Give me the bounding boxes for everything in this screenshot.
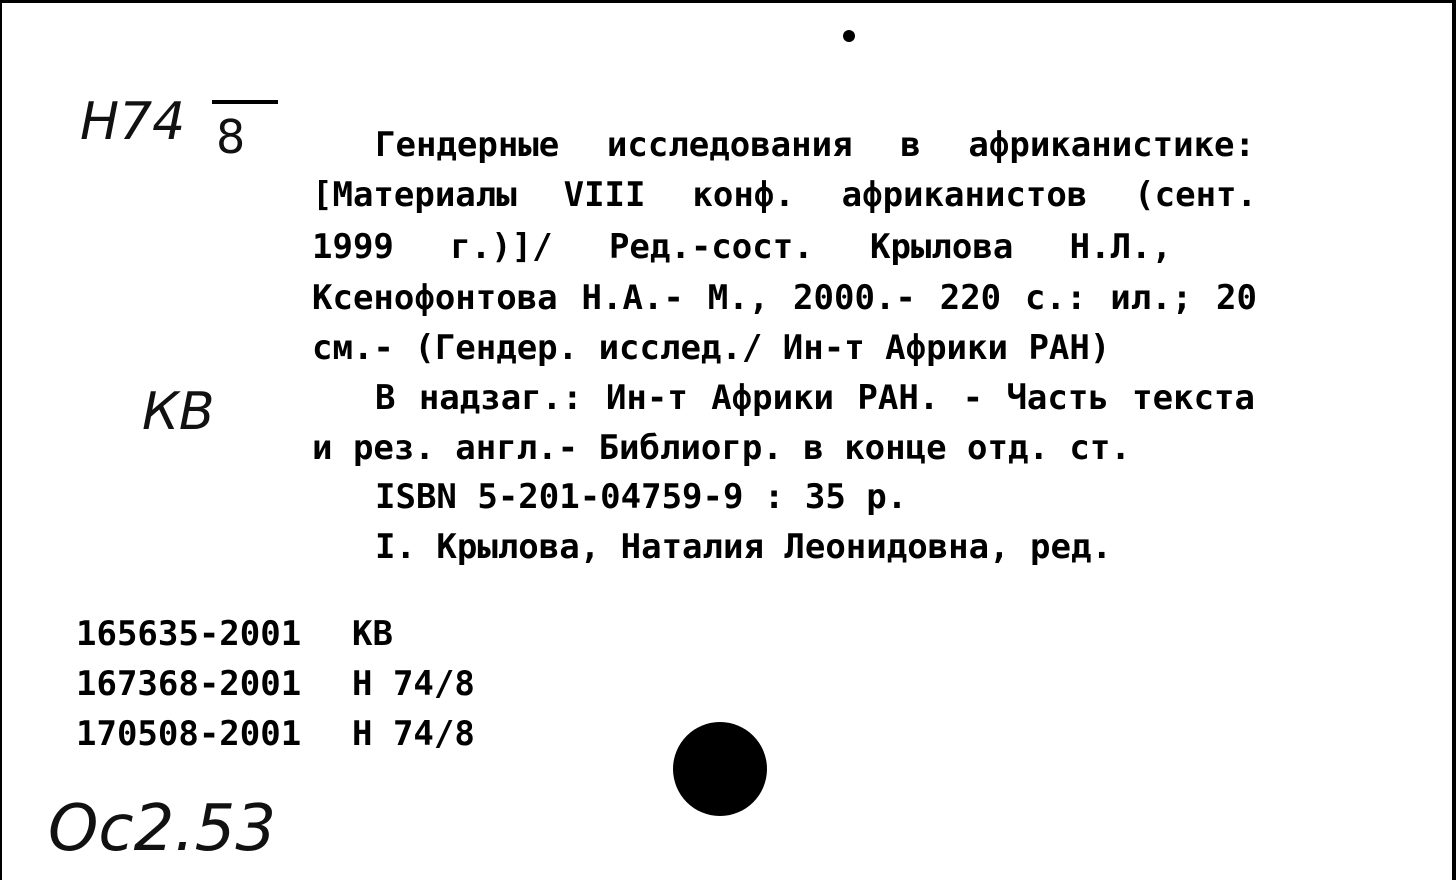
holding-location-2: Н 74/8 [352,664,475,704]
card-right-edge [1452,0,1456,880]
card-top-edge [0,0,1456,3]
holding-location-1: КВ [352,614,393,654]
bottom-note-handwritten: Ос2.53 [48,792,277,866]
title-line-1: Гендерные исследования в африканистике: [375,125,1255,165]
shelfmark-fraction-bar [212,100,278,104]
shelfmark-fraction-denominator: 8 [216,110,246,164]
added-entry-line: I. Крылова, Наталия Леонидовна, ред. [375,527,1112,567]
ink-mark [843,30,855,42]
punch-hole [673,722,767,816]
title-line-5: см.- (Гендер. исслед./ Ин-т Африки РАН) [312,328,1111,368]
title-line-2: [Материалы VIII конф. африканистов (сент. [312,175,1257,215]
holding-inventory-3: 170508-2001 [76,714,302,754]
location-handwritten: КВ [142,382,215,442]
note-line-1: В надзаг.: Ин-т Африки РАН. - Часть текста [375,378,1255,418]
title-line-4: Ксенофонтова Н.А.- М., 2000.- 220 с.: ил.; 20 [312,278,1257,318]
isbn-line: ISBN 5-201-04759-9 : 35 р. [375,477,908,517]
holding-location-3: Н 74/8 [352,714,475,754]
holding-inventory-2: 167368-2001 [76,664,302,704]
holding-inventory-1: 165635-2001 [76,614,302,654]
card-left-edge [0,0,2,880]
shelfmark-handwritten: Н74 [80,92,186,152]
title-line-3: 1999 г.)]/ Ред.-сост. Крылова Н.Л., [312,227,1172,267]
note-line-2: и рез. англ.- Библиогр. в конце отд. ст. [312,428,1131,468]
